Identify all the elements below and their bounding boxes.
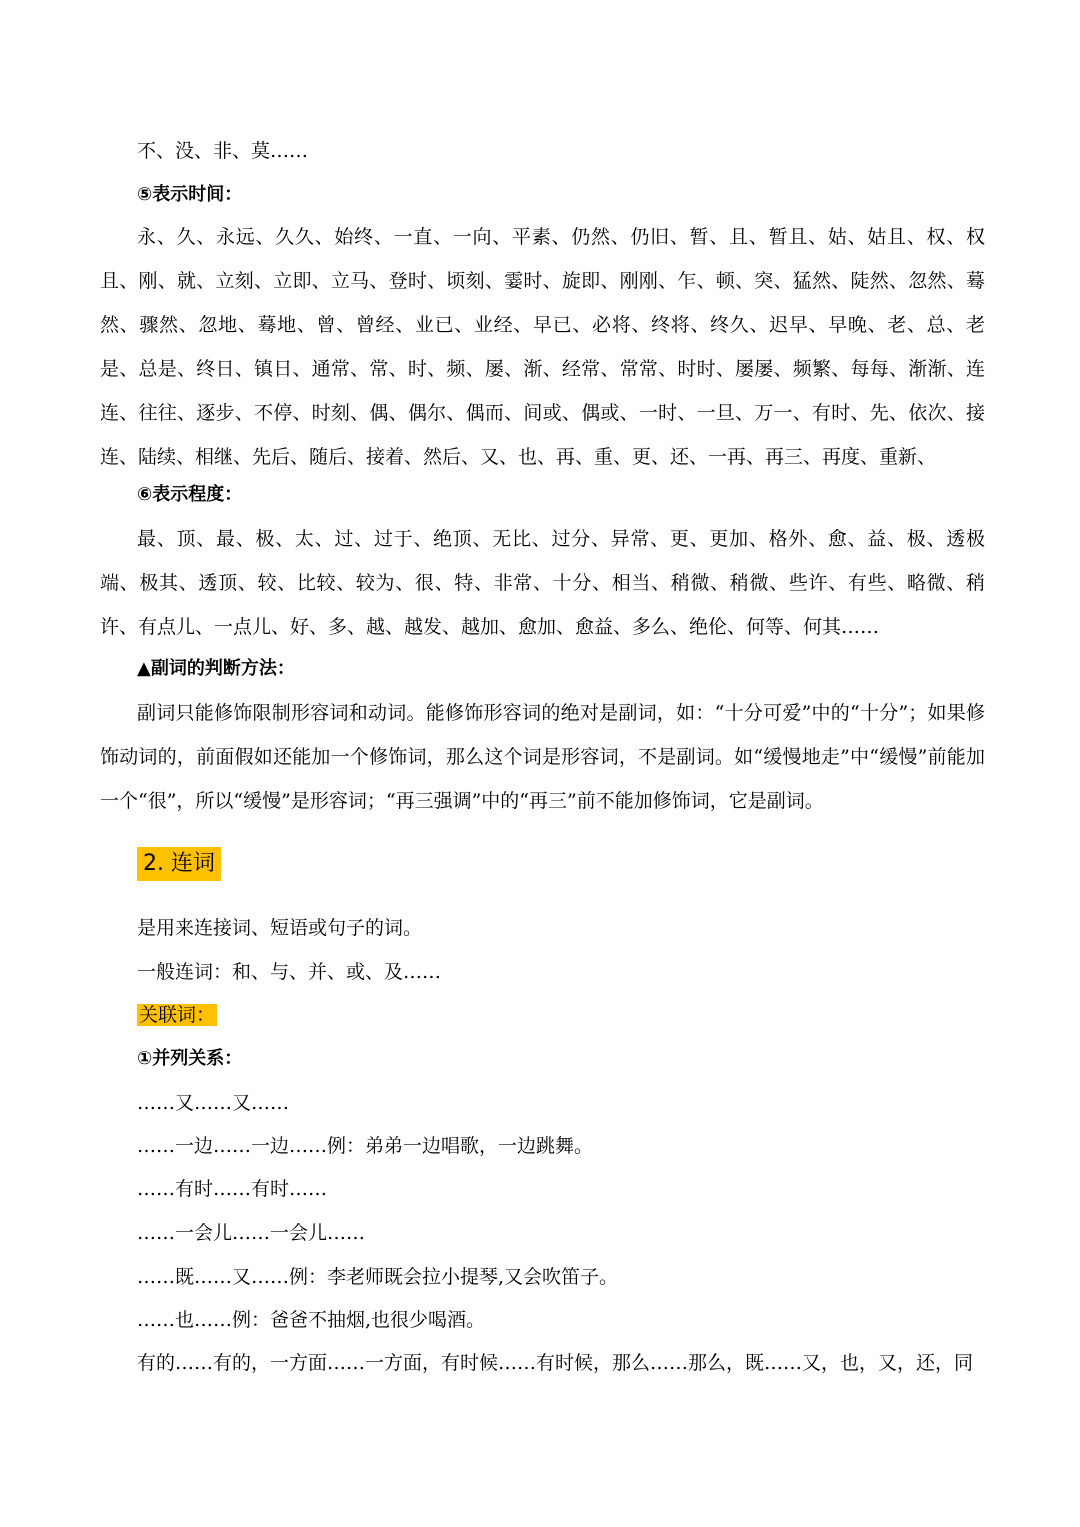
parallel-line: ……一边……一边……例：弟弟一边唱歌，一边跳舞。 — [137, 1135, 594, 1157]
parallel-line: 有的……有的，一方面……一方面，有时候……有时候，那么……那么，既……又，也，又，还，同 — [137, 1352, 974, 1374]
degree-words-paragraph: 最、顶、最、极、太、过、过于、绝顶、无比、过分、异常、更、更加、格外、愈、益、极、透极端、极其、透顶、较、比较、较为、很、特、非常、十分、相当、稍微、稍微、些许、有些、略微、稍许、有点儿、一点儿、好、多、越、越发、越加、愈加、愈益、多么、绝伦、何等、何其…… — [100, 528, 985, 638]
parallel-heading: ①并列关系： — [137, 1048, 243, 1069]
section-2-title: 2. 连词 — [137, 847, 221, 881]
time-words-paragraph: 永、久、永远、久久、始终、一直、一向、平素、仍然、仍旧、暂、且、暂且、姑、姑且、权、权且、刚、就、立刻、立即、立马、登时、顷刻、霎时、旋即、刚刚、乍、顿、突、猛然、陡然、忽然、蓦然、骤然、忽地、蓦地、曾、曾经、业已、业经、早已、必将、终将、终久、迟早、早晚、老、总、老是、总是、终日、镇日、通常、常、时、频、屡、渐、经常、常常、时时、屡屡、频繁、每每、渐渐、连连、往往、逐步、不停、时刻、偶、偶尔、偶而、间或、偶或、一时、一旦、万一、有时、先、依次、接连、陆续、相继、先后、随后、接着、然后、又、也、再、重、更、还、一再、再三、再度、重新、 — [100, 226, 985, 468]
time-heading: ⑤表示时间： — [137, 184, 243, 205]
correlative-label-row — [137, 1000, 990, 1030]
parallel-line: ……既……又……例：李老师既会拉小提琴,又会吹笛子。 — [137, 1266, 619, 1288]
parallel-line: ……有时……有时…… — [137, 1178, 328, 1200]
negation-words: 不、没、非、莫…… — [137, 140, 309, 162]
degree-heading: ⑥表示程度： — [137, 484, 243, 505]
judge-paragraph: 副词只能修饰限制形容词和动词。能修饰形容词的绝对是副词，如：“十分可爱”中的“十分”；如果修饰动词的，前面假如还能加一个修饰词，那么这个词是形容词，不是副词。如“缓慢地走”中“缓慢”前能加一个“很”，所以“缓慢”是形容词；“再三强调”中的“再三”前不能加修饰词，它是副词。 — [100, 702, 985, 812]
general-conjunctions: 一般连词：和、与、并、或、及…… — [137, 961, 442, 983]
parallel-line: ……一会儿……一会儿…… — [137, 1222, 366, 1244]
parallel-line: ……又……又…… — [137, 1092, 290, 1114]
correlative-label: 关联词： — [139, 1004, 216, 1026]
conjunction-definition: 是用来连接词、短语或句子的词。 — [137, 917, 423, 939]
judge-heading: ▲副词的判断方法： — [137, 658, 295, 679]
parallel-line: ……也……例：爸爸不抽烟,也很少喝酒。 — [137, 1309, 486, 1331]
